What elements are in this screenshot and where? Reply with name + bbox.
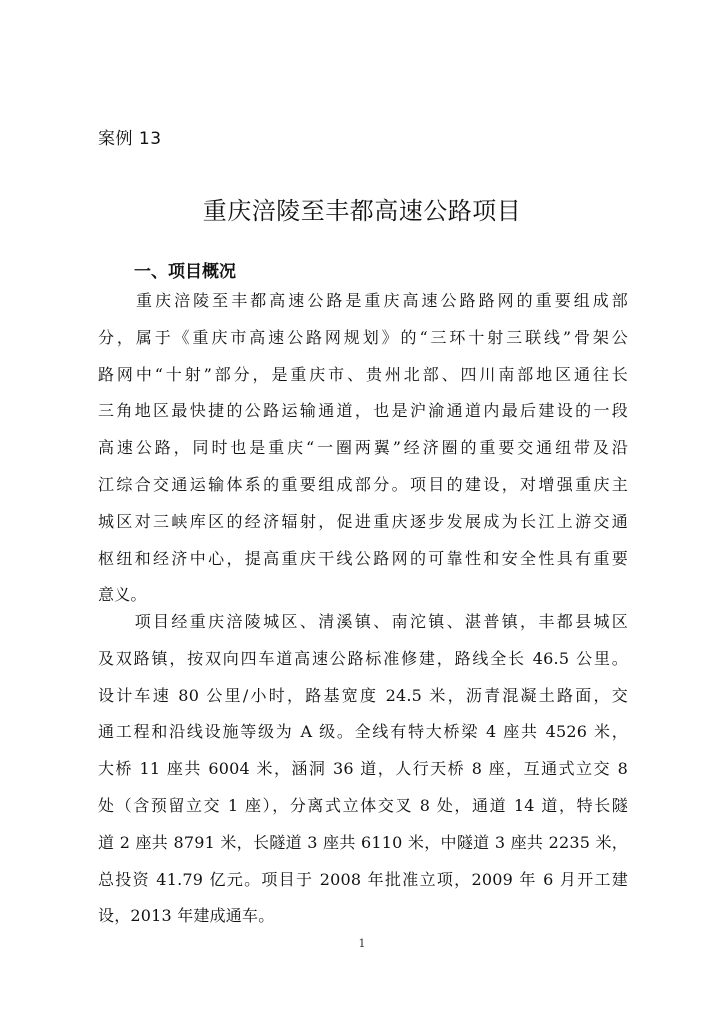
text-line: 及双路镇，按双向四车道高速公路标准修建，路线全长 46.5 公里。 (98, 648, 628, 668)
page-number: 1 (358, 937, 366, 950)
text-line: 设，2013 年建成通车。 (98, 906, 275, 926)
text-line: 项目经重庆涪陵城区、清溪镇、南沱镇、湛普镇，丰都县城区 (98, 612, 628, 631)
text-line: 大桥 11 座共 6004 米，涵洞 36 道，人行天桥 8 座，互通式立交 8 (98, 759, 628, 779)
text-line: 路网中“十射”部分，是重庆市、贵州北部、四川南部地区通往长 (98, 364, 628, 384)
text-line: 意义。 (98, 585, 147, 605)
text-line: 江综合交通运输体系的重要组成部分。项目的建设，对增强重庆主 (98, 474, 628, 494)
text-line: 道 2 座共 8791 米，长隧道 3 座共 6110 米，中隧道 3 座共 2235 米， (98, 832, 628, 852)
text-line: 分，属于《重庆市高速公路网规划》的“三环十射三联线”骨架公 (98, 327, 628, 347)
paragraph-project-details (98, 604, 628, 935)
paragraph-overview (98, 283, 628, 614)
text-line: 三角地区最快捷的公路运输通道，也是沪渝通道内最后建设的一段 (98, 401, 628, 421)
section-heading: 一、项目概况 (134, 262, 236, 282)
text-line: 重庆涪陵至丰都高速公路是重庆高速公路路网的重要组成部 (98, 291, 628, 310)
document-title: 重庆涪陵至丰都高速公路项目 (202, 197, 522, 225)
text-line: 通工程和沿线设施等级为 A 级。全线有特大桥梁 4 座共 4526 米， (98, 722, 628, 742)
text-line: 高速公路，同时也是重庆“一圈两翼”经济圈的重要交通纽带及沿 (98, 438, 628, 458)
text-line: 设计车速 80 公里/小时，路基宽度 24.5 米，沥青混凝土路面，交 (98, 685, 628, 705)
text-line: 总投资 41.79 亿元。项目于 2008 年批准立项，2009 年 6 月开工建 (98, 869, 628, 889)
text-line: 处（含预留立交 1 座），分离式立体交叉 8 处，通道 14 道，特长隧 (98, 795, 628, 815)
case-label: 案例 13 (98, 129, 162, 149)
text-line: 枢纽和经济中心，提高重庆干线公路网的可靠性和安全性具有重要 (98, 548, 628, 568)
text-line: 城区对三峡库区的经济辐射，促进重庆逐步发展成为长江上游交通 (98, 511, 628, 531)
